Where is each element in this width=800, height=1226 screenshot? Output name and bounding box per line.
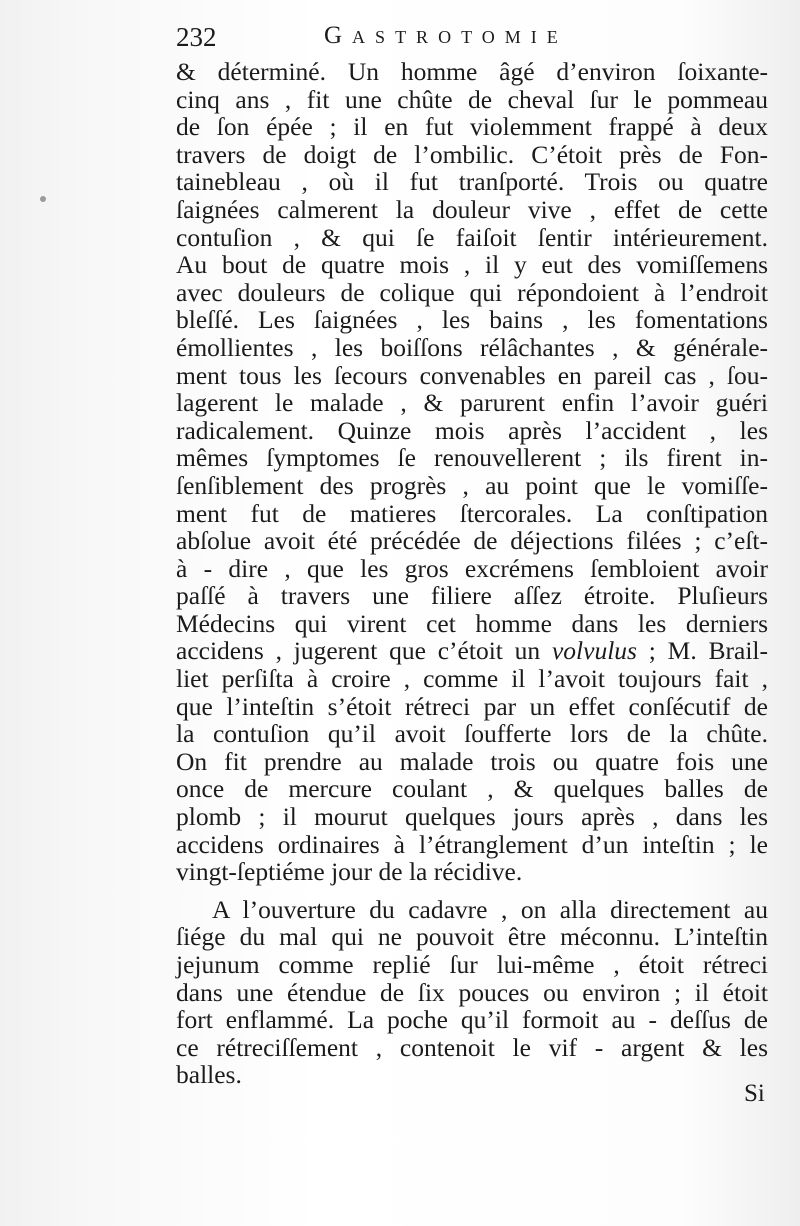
text-line: contuſion , & qui ſe faiſoit ſentir intérieurement. bbox=[176, 222, 768, 252]
text-line: fort enflammé. La poche qu’il formoit au - deſſus de bbox=[176, 1005, 768, 1035]
text-line: ſiége du mal qui ne pouvoit être méconnu. L’inteſtin bbox=[176, 922, 768, 952]
text-line: lagerent le malade , & parurent enfin l’avoir guéri bbox=[176, 388, 768, 418]
text-line: Médecins qui virent cet homme dans les derniers bbox=[176, 608, 768, 638]
text-line: On fit prendre au malade trois ou quatre fois une bbox=[176, 746, 768, 776]
text-line: Au bout de quatre mois , il y eut des vomiſſemens bbox=[176, 250, 768, 280]
text-line: once de mercure coulant , & quelques balles de bbox=[176, 774, 768, 804]
text-line: ment tous les ſecours convenables en pareil cas , ſou- bbox=[176, 360, 768, 390]
text-line: ſenſiblement des progrès , au point que le vomiſſe- bbox=[176, 470, 768, 500]
text-line: & déterminé. Un homme âgé d’environ ſoixante- bbox=[176, 57, 768, 86]
text-line: que l’inteſtin s’étoit rétreci par un effet conſécutif de bbox=[176, 691, 768, 721]
page-number: 232 bbox=[176, 22, 217, 52]
paragraph bbox=[176, 58, 768, 886]
text-line: à - dire , que les gros excrémens ſembloient avoir bbox=[176, 553, 768, 583]
text-line: ment fut de matieres ſtercorales. La conſtipation bbox=[176, 498, 768, 528]
italic-term: volvulus bbox=[551, 636, 637, 666]
text-line: travers de doigt de l’ombilic. C’étoit près de Fon- bbox=[176, 139, 768, 169]
text-line: paſſé à travers une filiere aſſez étroite. Pluſieurs bbox=[176, 581, 768, 611]
text-line: ſaignées calmerent la douleur vive , effet de cette bbox=[176, 194, 768, 224]
text-line: émollientes , les boiſſons rélâchantes , & générale- bbox=[176, 332, 768, 362]
text-line: la contuſion qu’il avoit ſoufferte lors de la chûte. bbox=[176, 719, 768, 749]
text-line: vingt-ſeptiéme jour de la récidive. bbox=[176, 857, 523, 887]
text-line: accidens , jugerent que c’étoit un volvulus ; M. Brail- bbox=[176, 636, 768, 666]
text-line: dans une étendue de ſix pouces ou environ ; il étoit bbox=[176, 977, 768, 1007]
text-line: balles. bbox=[176, 1060, 242, 1090]
text-line: A l’ouverture du cadavre , on alla directement au bbox=[212, 894, 768, 924]
text-line: accidens ordinaires à l’étranglement d’un inteſtin ; le bbox=[176, 829, 768, 859]
text-line: liet perſiſta à croire , comme il l’avoit toujours fait , bbox=[176, 664, 768, 694]
paper-spot bbox=[40, 196, 46, 202]
catchword: Si bbox=[744, 1080, 765, 1107]
text-line: cinq ans , fit une chûte de cheval ſur le pommeau bbox=[176, 84, 768, 114]
paragraph bbox=[176, 896, 768, 1089]
running-title: Gastrotomie bbox=[324, 22, 568, 49]
text-line: tainebleau , où il fut tranſporté. Trois ou quatre bbox=[176, 167, 768, 197]
text-line: plomb ; il mourut quelques jours après , dans les bbox=[176, 802, 768, 832]
text-line: ce rétreciſſement , contenoit le vif - argent & les bbox=[176, 1032, 768, 1062]
text-line: avec douleurs de colique qui répondoient à l’endroit bbox=[176, 277, 768, 307]
text-line: jejunum comme replié ſur lui-même , étoit rétreci bbox=[176, 950, 768, 979]
text-line: abſolue avoit été précédée de déjections filées ; c’eſt- bbox=[176, 526, 768, 556]
text-line: radicalement. Quinze mois après l’accident , les bbox=[176, 415, 768, 445]
text-line: mêmes ſymptomes ſe renouvellerent ; ils firent in- bbox=[176, 443, 768, 473]
text-line: bleſſé. Les ſaignées , les bains , les fomentations bbox=[176, 305, 768, 335]
running-head bbox=[176, 22, 776, 62]
body-text bbox=[176, 58, 768, 1089]
text-line: de ſon épée ; il en fut violemment frappé à deux bbox=[176, 112, 768, 142]
